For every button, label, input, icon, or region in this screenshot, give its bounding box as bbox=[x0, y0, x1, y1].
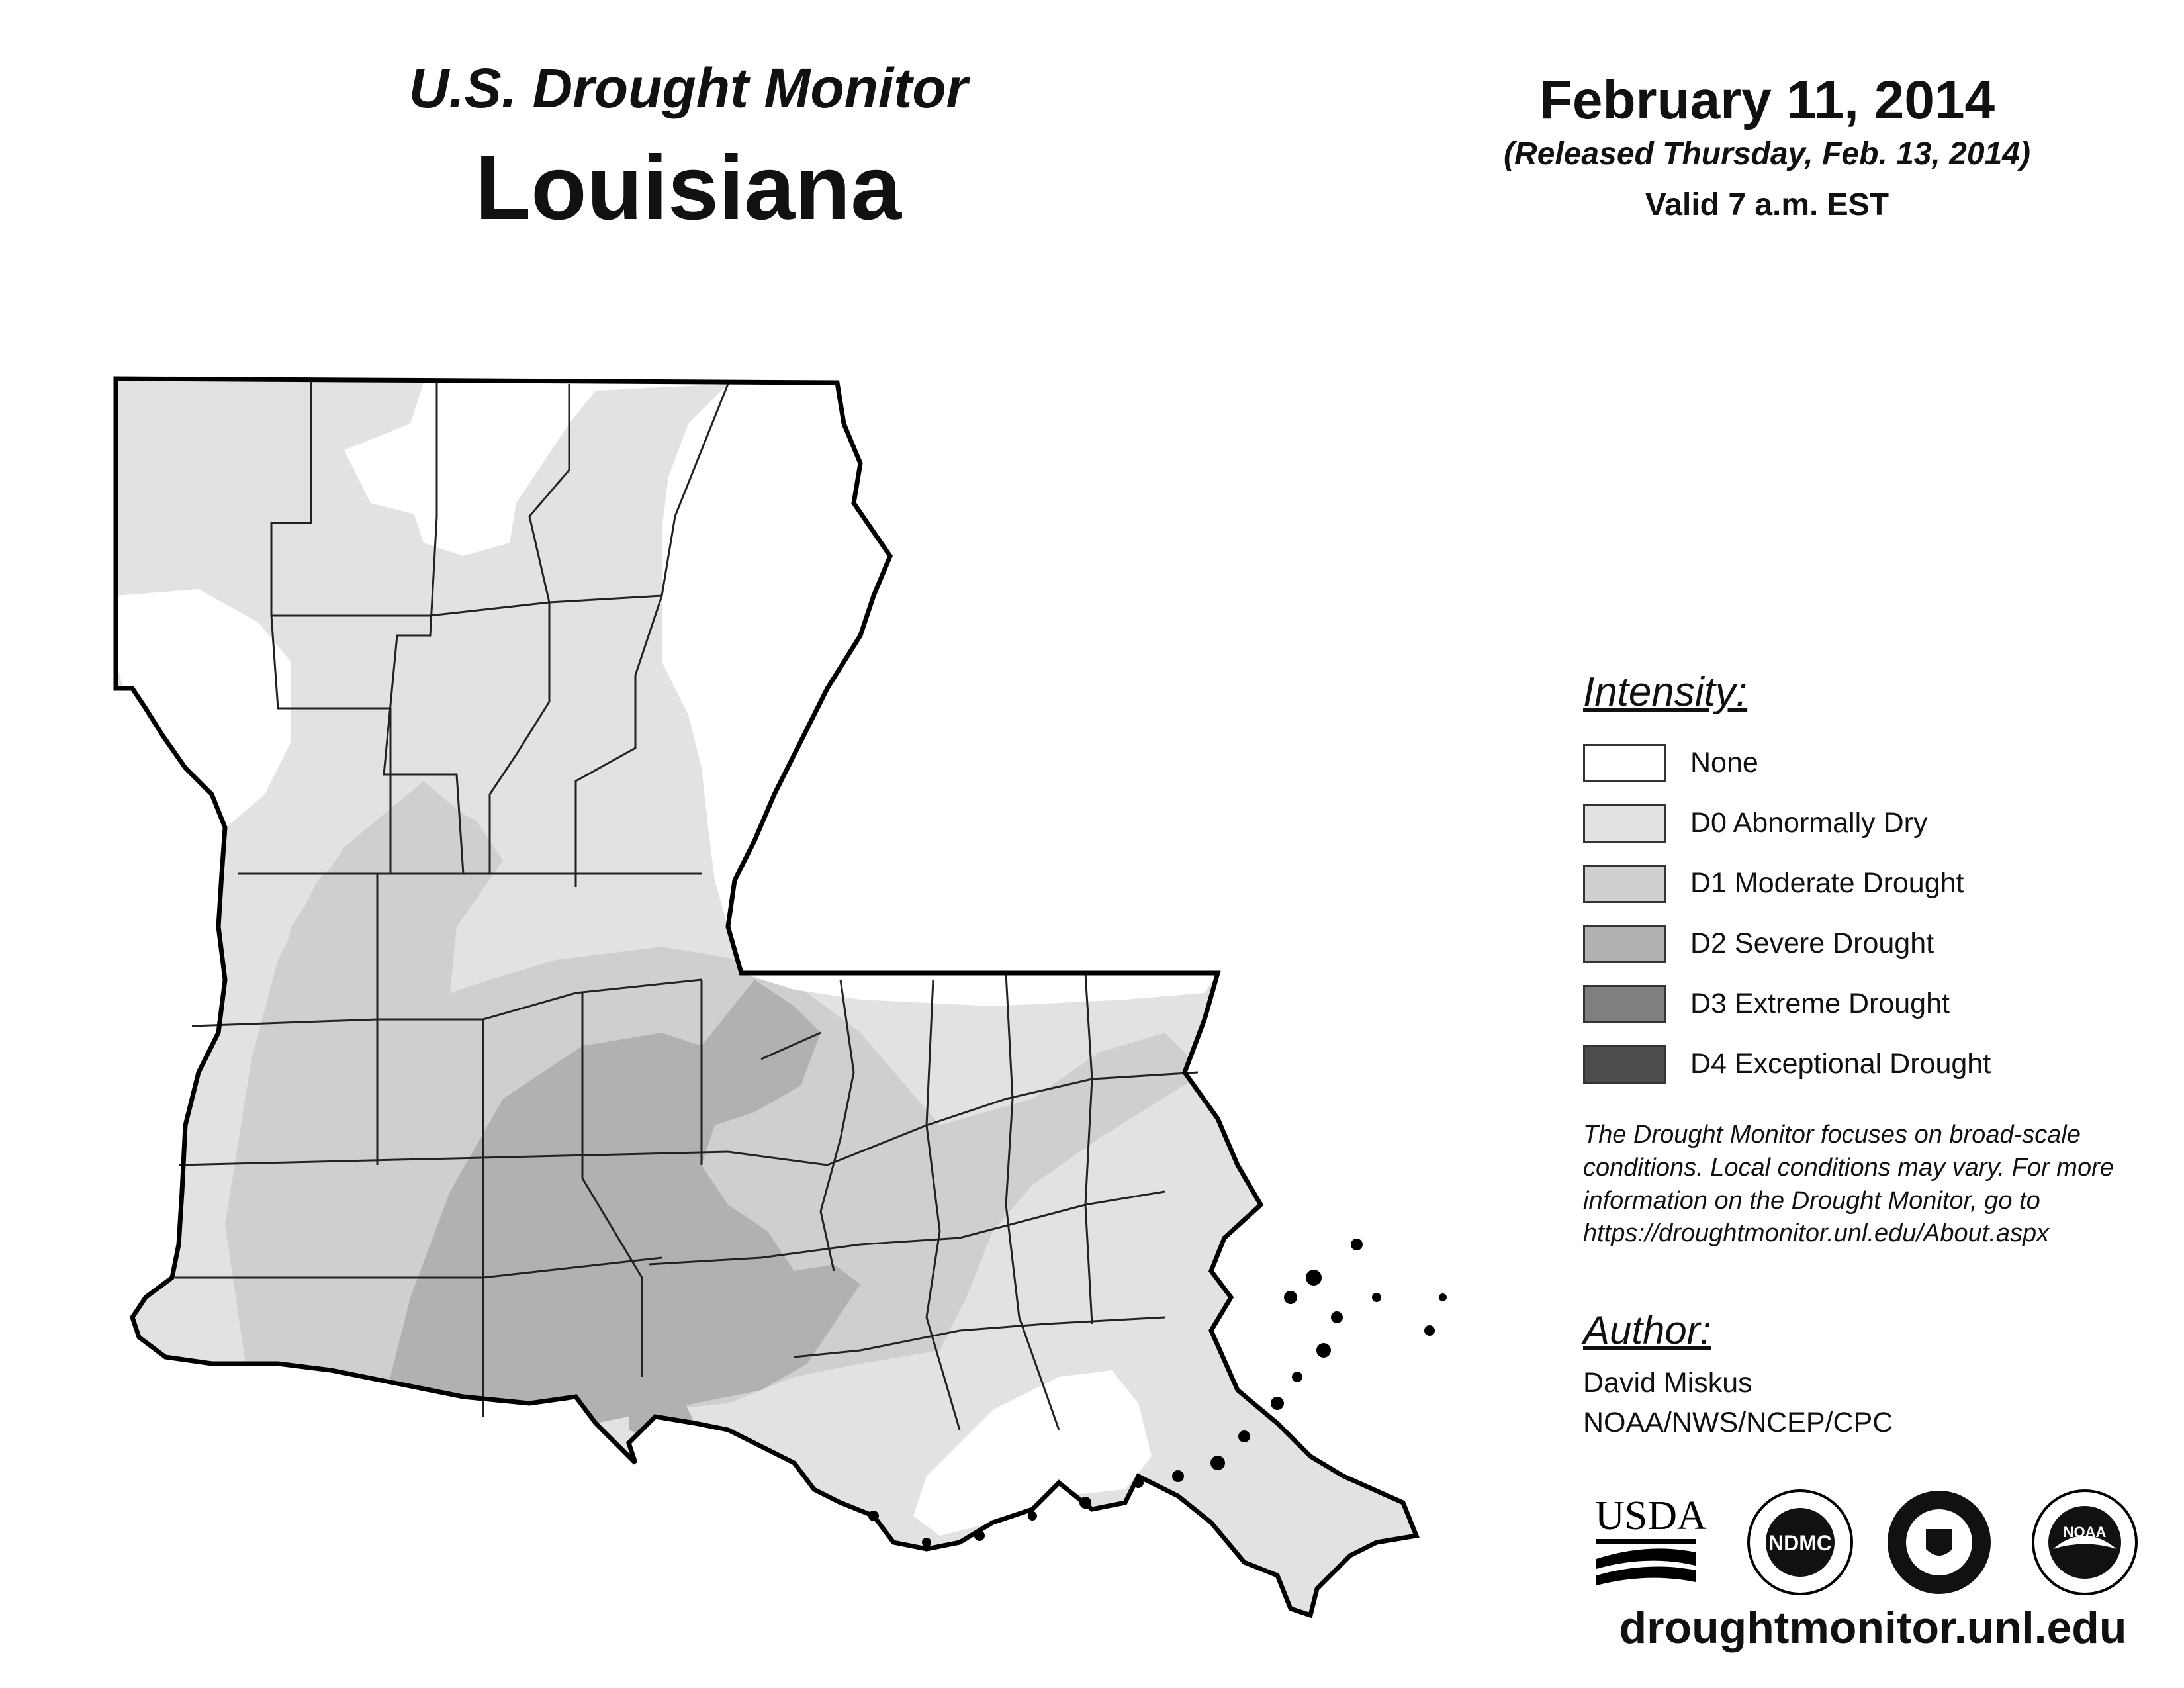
release-date: (Released Thursday, Feb. 13, 2014) bbox=[1504, 136, 2030, 171]
island bbox=[1028, 1511, 1037, 1521]
map-title-line1: U.S. Drought Monitor bbox=[408, 57, 968, 119]
legend-swatch bbox=[1583, 744, 1666, 782]
usda-logo-text: USDA bbox=[1595, 1493, 1707, 1538]
ndmc-logo-text: NDMC bbox=[1768, 1531, 1832, 1555]
author-heading: Author: bbox=[1583, 1308, 1711, 1352]
partner-logos bbox=[1582, 1476, 2164, 1609]
legend-label: D0 Abnormally Dry bbox=[1690, 807, 1928, 839]
drought-zones bbox=[0, 331, 1522, 1688]
legend-swatch bbox=[1583, 1045, 1666, 1084]
island bbox=[1271, 1397, 1284, 1410]
island bbox=[1133, 1477, 1144, 1488]
author-name: David Miskus bbox=[1583, 1367, 1752, 1399]
island bbox=[1306, 1270, 1322, 1286]
legend-item-d4 bbox=[1583, 1034, 2165, 1094]
usda-logo-swoosh bbox=[1596, 1567, 1696, 1585]
website-url[interactable]: droughtmonitor.unl.edu bbox=[1619, 1603, 2127, 1653]
island bbox=[1292, 1372, 1302, 1382]
noaa-logo-text: NOAA bbox=[2063, 1524, 2107, 1540]
legend-swatch bbox=[1583, 804, 1666, 843]
legend-item-d3 bbox=[1583, 974, 2165, 1034]
legend-label: D2 Severe Drought bbox=[1690, 927, 1934, 959]
legend-label: None bbox=[1690, 747, 1758, 778]
island bbox=[922, 1538, 931, 1547]
legend bbox=[1583, 669, 2165, 1094]
legend-item-d1 bbox=[1583, 853, 2165, 914]
island bbox=[1424, 1325, 1435, 1336]
ndmc-logo bbox=[1749, 1491, 1852, 1594]
island bbox=[1079, 1497, 1091, 1509]
disclaimer-text: The Drought Monitor focuses on broad-scale conditions. Local conditions may vary. For more information on the Drought Monitor, go to https://droughtmonitor.unl.edu/About.aspx bbox=[1583, 1121, 2114, 1248]
author-org: NOAA/NWS/NCEP/CPC bbox=[1583, 1407, 1893, 1438]
island bbox=[1351, 1239, 1363, 1250]
legend-label: D1 Moderate Drought bbox=[1690, 867, 1964, 899]
legend-label: D4 Exceptional Drought bbox=[1690, 1048, 1991, 1080]
island bbox=[1439, 1293, 1447, 1301]
usda-logo-swoosh bbox=[1596, 1548, 1696, 1569]
usda-logo-bar bbox=[1596, 1539, 1696, 1544]
legend-item-d2 bbox=[1583, 914, 2165, 974]
island bbox=[1331, 1311, 1343, 1323]
island bbox=[1316, 1343, 1331, 1358]
island bbox=[1372, 1293, 1381, 1302]
legend-swatch bbox=[1583, 985, 1666, 1023]
legend-item-none bbox=[1583, 733, 2165, 793]
island bbox=[1238, 1430, 1250, 1442]
legend-swatch bbox=[1583, 865, 1666, 903]
doc-seal-shield bbox=[1926, 1529, 1952, 1556]
valid-time: Valid 7 a.m. EST bbox=[1645, 187, 1889, 222]
usda-logo bbox=[1595, 1493, 1707, 1585]
doc-seal-logo bbox=[1888, 1491, 1991, 1594]
noaa-logo bbox=[2033, 1491, 2136, 1594]
legend-label: D3 Extreme Drought bbox=[1690, 988, 1950, 1019]
legend-swatch bbox=[1583, 925, 1666, 963]
legend-item-d0 bbox=[1583, 793, 2165, 853]
zone-none-northcenter bbox=[410, 450, 516, 556]
legend-title: Intensity: bbox=[1583, 669, 1748, 715]
map-title-state: Louisiana bbox=[475, 137, 902, 239]
map-date: February 11, 2014 bbox=[1539, 70, 1995, 130]
island bbox=[1210, 1456, 1225, 1470]
island bbox=[974, 1530, 985, 1541]
island bbox=[1172, 1470, 1184, 1482]
island bbox=[1284, 1291, 1297, 1304]
island bbox=[868, 1511, 879, 1521]
